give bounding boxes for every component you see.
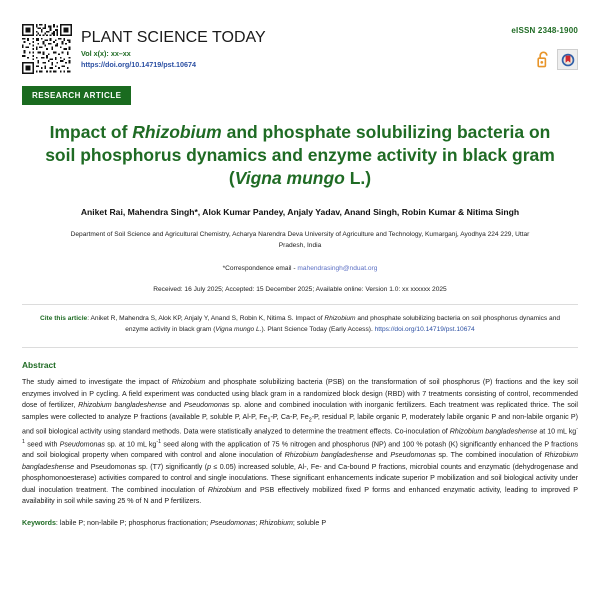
abstract-seg-d: sp. alone and combined inoculation with inorganic fertilizers. Each treatment was replicated thrice. The soil samples were collected to analyze P fractions (available P, soluble P, Al-P, Fe [22, 401, 579, 421]
abstract-italic-p-value: p [207, 462, 212, 471]
correspondence [22, 265, 578, 272]
abstract-seg-k: seed along with the application of 75 % nitrogen and phosphorus (NP) and 100 % potash (K) significantly enhanced the P fractions and soil biological property when compared with control and alone inoculation of [22, 439, 578, 460]
title-genus-rhizobium: Rhizobium [132, 122, 222, 142]
title-line1-part2: and phosphate solubilizing bacteria on soil [45, 122, 551, 165]
affiliation: Department of Soil Science and Agricultural Chemistry, Acharya Narendra Deva University of Agriculture and Technology, Kumarganj, Ayodhya 224 229, Uttar Pradesh, India [70, 231, 530, 249]
abstract-seg-h: seed with [25, 439, 60, 448]
open-access-lock-icon[interactable] [537, 51, 550, 68]
abstract-italic-7: Pseudomonas [390, 451, 436, 460]
masthead-left [22, 24, 266, 74]
keywords-text-c: ; soluble P [292, 518, 327, 527]
keywords-italic-pseudomonas: Pseudomonas [210, 518, 256, 527]
abstract-seg-b: and phosphate solubilizing bacteria (PSB) on the transformation of soil phosphorus (P) fractions and the key soil enzymes involved in P cycling. A field experiment was conducted using black gram in a randomized block design (RBD) with 7 treatments consisting of control, recommended dose of fertilizer, [22, 378, 578, 410]
keywords-label: Keywords [22, 518, 56, 527]
title-line1-part1: Impact of [49, 122, 133, 142]
abstract-italic-3: Pseudomonas [183, 401, 230, 410]
cite-doi-link[interactable]: https://doi.org/10.14719/pst.10674 [374, 326, 475, 334]
cite-text-b: and phosphate solubilizing bacteria on soil phosphorus dynamics and enzyme activity in black gram ( [125, 315, 561, 334]
keywords-line [22, 518, 578, 529]
publication-dates: Received: 16 July 2025; Accepted: 15 December 2025; Available online: Version 1.0: xx xxxxxx 2025 [153, 286, 447, 294]
abstract-text [22, 377, 578, 508]
abstract-seg-g: at 10 mL kg [537, 427, 577, 436]
divider-citation [22, 304, 578, 305]
cite-label: Cite this article [39, 315, 88, 323]
cite-text-c: ). Plant Science Today (Early Access). [261, 326, 375, 334]
masthead-right [511, 24, 578, 70]
abstract-italic-5: Pseudomonas [59, 439, 105, 448]
author-list: Aniket Rai, Mahendra Singh*, Alok Kumar Pandey, Anjaly Yadav, Anand Singh, Robin Kumar & Nitima Singh [80, 207, 520, 218]
divider-abstract [22, 347, 578, 348]
masthead [22, 24, 578, 74]
abstract-sup-1: -1 [22, 425, 578, 445]
abstract-italic-10: Rhizobium [207, 485, 242, 494]
abstract-seg-o: ≤ 0.05) increased soluble, Al-, Fe- and Ca-bound P fractions, microbial counts and enzymatic (dehydrogenase and phosphomonoesterase) activities compared to control and single inoculations. These significant enhancements indicate superior P mobilization and soil biological activity under dual inoculation treatment. The combined inoculation of [22, 462, 578, 494]
abstract-italic-1: Rhizobium [171, 378, 206, 387]
correspondence-label: *Correspondence email - [222, 265, 298, 273]
eissn-text: eISSN 2348-1900 [511, 26, 578, 35]
abstract-italic-8: Rhizobium bangladeshense [22, 451, 578, 471]
abstract-italic-4: Rhizobium bangladeshense [449, 427, 538, 436]
cite-italic-rhizobium: Rhizobium [324, 315, 356, 323]
keywords-text-b: ; [255, 518, 260, 527]
abstract-seg-p: and PSB effectively mobilized fixed P forms and enhanced enzymatic activity, leading to improved P availability in soil while saving 25 % of N and P fertilizers. [22, 485, 578, 506]
article-type-badge: RESEARCH ARTICLE [22, 86, 131, 105]
page-title [36, 121, 564, 189]
journal-name: PLANT SCIENCE TODAY [81, 29, 266, 46]
title-species-vigna-mungo: Vigna mungo [234, 167, 345, 188]
abstract-seg-a: The study aimed to investigate the impact of [22, 378, 172, 387]
crossmark-badge-icon[interactable] [557, 49, 578, 70]
abstract-sup-2: -1 [156, 438, 162, 445]
title-line3-close: L.) [344, 167, 372, 188]
journal-doi-link[interactable]: https://doi.org/10.14719/pst.10674 [81, 59, 197, 69]
cite-this-article [36, 314, 564, 336]
cite-text-a: : Aniket R, Mahendra S, Alok KP, Anjaly Y, Anand S, Robin K, Nitima S. Impact of [87, 315, 325, 323]
abstract-seg-j: sp. at 10 mL kg [104, 439, 157, 448]
abstract-seg-f: -P, residual P, labile organic P, moderately labile organic P and non-labile organic P) and soil biological activity using standard methods. Data were statistically analyzed to determine the treatment effects. Co-inoculation of [22, 412, 578, 436]
cite-italic-vigna: Vigna mungo L. [215, 326, 262, 334]
abstract-seg-n: and Pseudomonas sp. (T7) significantly ( [74, 462, 208, 471]
title-line2: phosphorus dynamics and enzyme activity in black gram [80, 144, 555, 165]
abstract-seg-m: sp. The combined inoculation of [435, 451, 545, 460]
abstract-italic-2: Rhizobium bangladeshense [78, 401, 167, 410]
keywords-italic-rhizobium: Rhizobium [259, 518, 293, 527]
abstract-heading: Abstract [22, 360, 56, 371]
title-line3-open: ( [228, 167, 235, 188]
correspondence-email-link[interactable]: mahendrasingh@nduat.org [297, 265, 378, 273]
abstract-sub-1: 1 [267, 416, 271, 423]
abstract-seg-c: and [166, 401, 184, 410]
journal-volume: Vol x(x): xx–xx [81, 49, 131, 59]
abstract-seg-l: and [373, 451, 391, 460]
journal-info [81, 24, 266, 70]
abstract-sub-2: 2 [308, 416, 312, 423]
badge-row [511, 49, 578, 70]
keywords-text-a: : labile P; non-labile P; phosphorus fractionation; [55, 518, 211, 527]
abstract-italic-6: Rhizobium bangladeshense [284, 451, 374, 460]
abstract-seg-e: -P, Ca-P, Fe [270, 412, 309, 421]
qr-code-icon [22, 24, 72, 74]
